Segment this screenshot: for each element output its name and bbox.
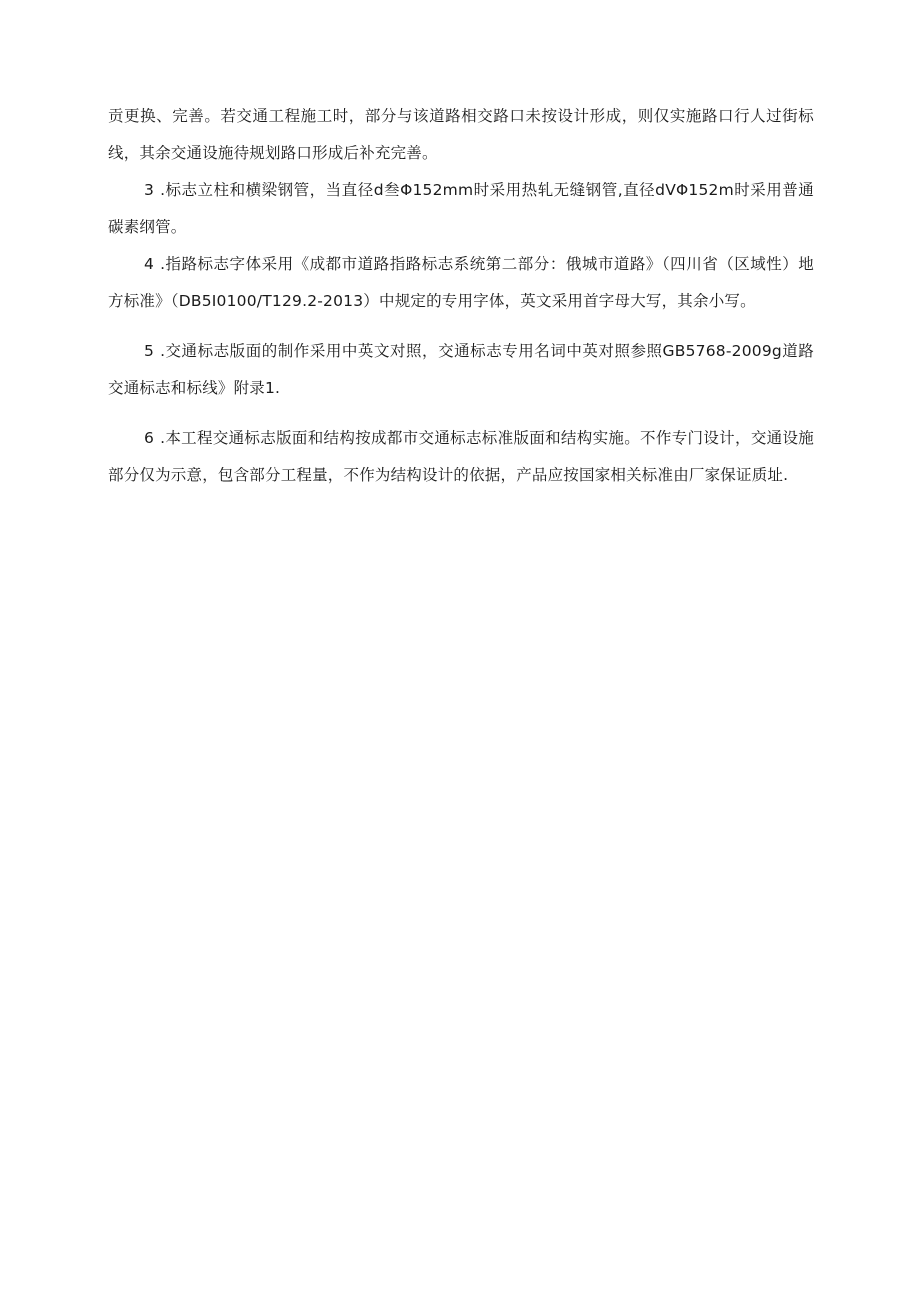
paragraph-number: 6 bbox=[144, 429, 155, 447]
paragraph-item-5 bbox=[108, 333, 814, 407]
paragraph-number: 5 bbox=[144, 342, 155, 360]
paragraph-text: 贡更换、完善。若交通工程施工时，部分与该道路相交路口未按设计形成，则仅实施路口行人过街标线，其余交通设施待规划路口形成后补充完善。 bbox=[108, 107, 814, 162]
document-body bbox=[108, 98, 814, 494]
paragraph-text: .本工程交通标志版面和结构按成都市交通标志标准版面和结构实施。不作专门设计，交通设施部分仅为示意，包含部分工程量，不作为结构设计的依据，产品应按国家相关标准由厂家保证质址. bbox=[108, 429, 814, 484]
paragraph-text: .交通标志版面的制作采用中英文对照，交通标志专用名词中英对照参照GB5768-2009g道路交通标志和标线》附录1. bbox=[108, 342, 814, 397]
paragraph-item-6 bbox=[108, 420, 814, 494]
paragraph-item-3 bbox=[108, 172, 814, 246]
paragraph-continuation bbox=[108, 98, 814, 172]
paragraph-number: 3 bbox=[144, 181, 155, 199]
paragraph-number: 4 bbox=[144, 255, 155, 273]
paragraph-text: .标志立柱和横梁钢管，当直径d叁Φ152mm时采用热轧无缝钢管,直径dVΦ152m时采用普通碳素纲管。 bbox=[108, 181, 814, 236]
paragraph-text: .指路标志字体采用《成都市道路指路标志系统第二部分：俄城市道路》（四川省（区域性）地方标准》（DB5I0100/T129.2-2013）中规定的专用字体，英文采用首字母大写，其余小写。 bbox=[108, 255, 814, 310]
paragraph-item-4 bbox=[108, 246, 814, 320]
